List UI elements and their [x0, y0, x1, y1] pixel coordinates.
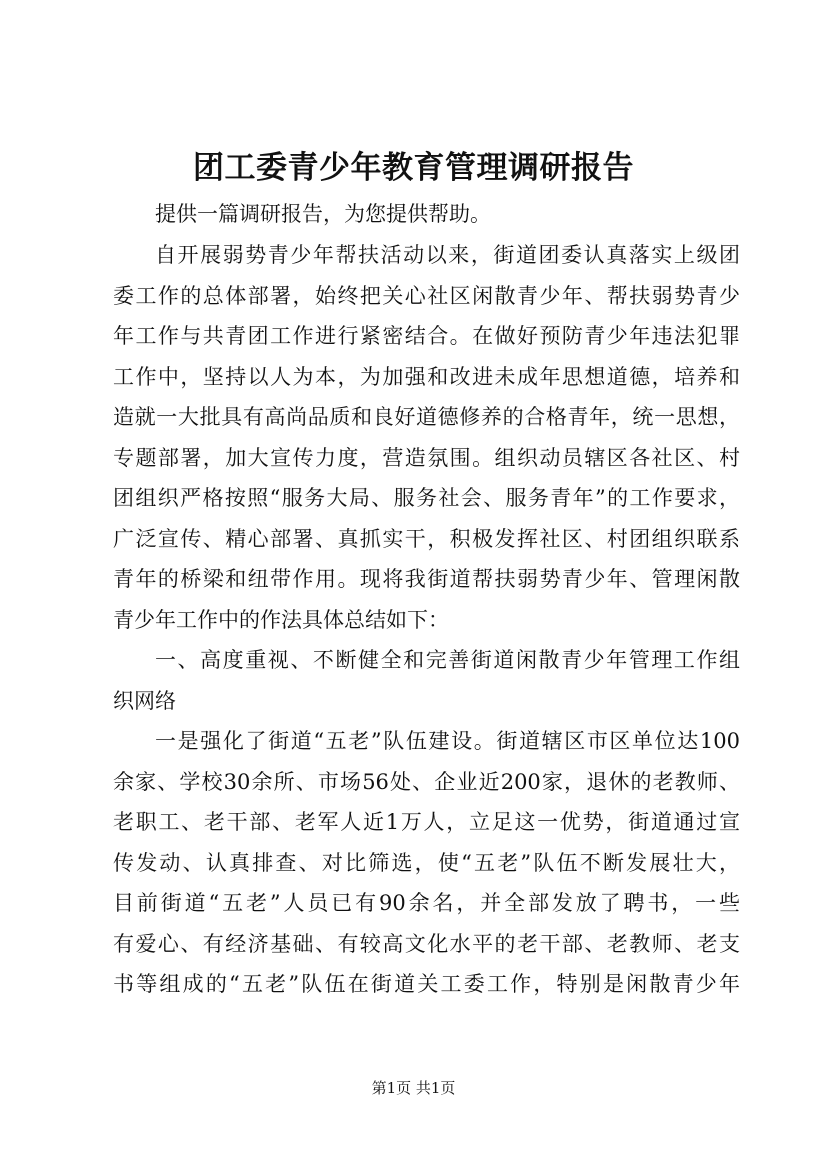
paragraph-line: 书等组成的“五老”队伍在街道关工委工作，特别是闲散青少年: [113, 972, 740, 996]
document-body: [113, 235, 740, 1005]
paragraph-line: 青少年工作中的作法具体总结如下：: [113, 607, 449, 632]
section-heading-line: 一、高度重视、不断健全和完善街道闲散青少年管理工作组: [155, 648, 740, 672]
paragraph-line: 一是强化了街道“五老”队伍建设。街道辖区市区单位达100: [155, 729, 740, 753]
page-number-footer: 第1页 共1页: [371, 1079, 456, 1097]
section-heading-line: 织网络: [113, 688, 176, 713]
document-subtitle: 提供一篇调研报告，为您提供帮助。: [155, 202, 491, 226]
paragraph-line: 有爱心、有经济基础、有较高文化水平的老干部、老教师、老支: [113, 931, 740, 956]
paragraph-line: 年工作与共青团工作进行紧密结合。在做好预防青少年违法犯罪: [113, 324, 740, 348]
paragraph-line: 委工作的总体部署，始终把关心社区闲散青少年、帮扶弱势青少: [113, 283, 740, 308]
paragraph-line: 自开展弱势青少年帮扶活动以来，街道团委认真落实上级团: [155, 243, 740, 267]
paragraph-line: 目前街道“五老”人员已有90余名，并全部发放了聘书，一些: [113, 891, 740, 915]
paragraph-line: 造就一大批具有高尚品质和良好道德修养的合格青年，统一思想，: [113, 405, 740, 429]
paragraph-line: 工作中，坚持以人为本，为加强和改进未成年思想道德，培养和: [113, 364, 740, 389]
paragraph-line: 余家、学校30余所、市场56处、企业近200家，退休的老教师、: [113, 769, 740, 794]
paragraph-line: 广泛宣传、精心部署、真抓实干，积极发挥社区、村团组织联系: [113, 526, 740, 551]
paragraph-line: 老职工、老干部、老军人近1万人，立足这一优势，街道通过宣: [113, 810, 740, 834]
document-title: 团工委青少年教育管理调研报告: [193, 150, 634, 186]
paragraph-line: 青年的桥梁和纽带作用。现将我街道帮扶弱势青少年、管理闲散: [113, 567, 740, 591]
paragraph-line: 传发动、认真排查、对比筛选，使“五老”队伍不断发展壮大，: [113, 850, 740, 875]
paragraph-line: 专题部署，加大宣传力度，营造氛围。组织动员辖区各社区、村: [113, 445, 740, 470]
paragraph-line: 团组织严格按照“服务大局、服务社会、服务青年”的工作要求，: [113, 486, 740, 510]
